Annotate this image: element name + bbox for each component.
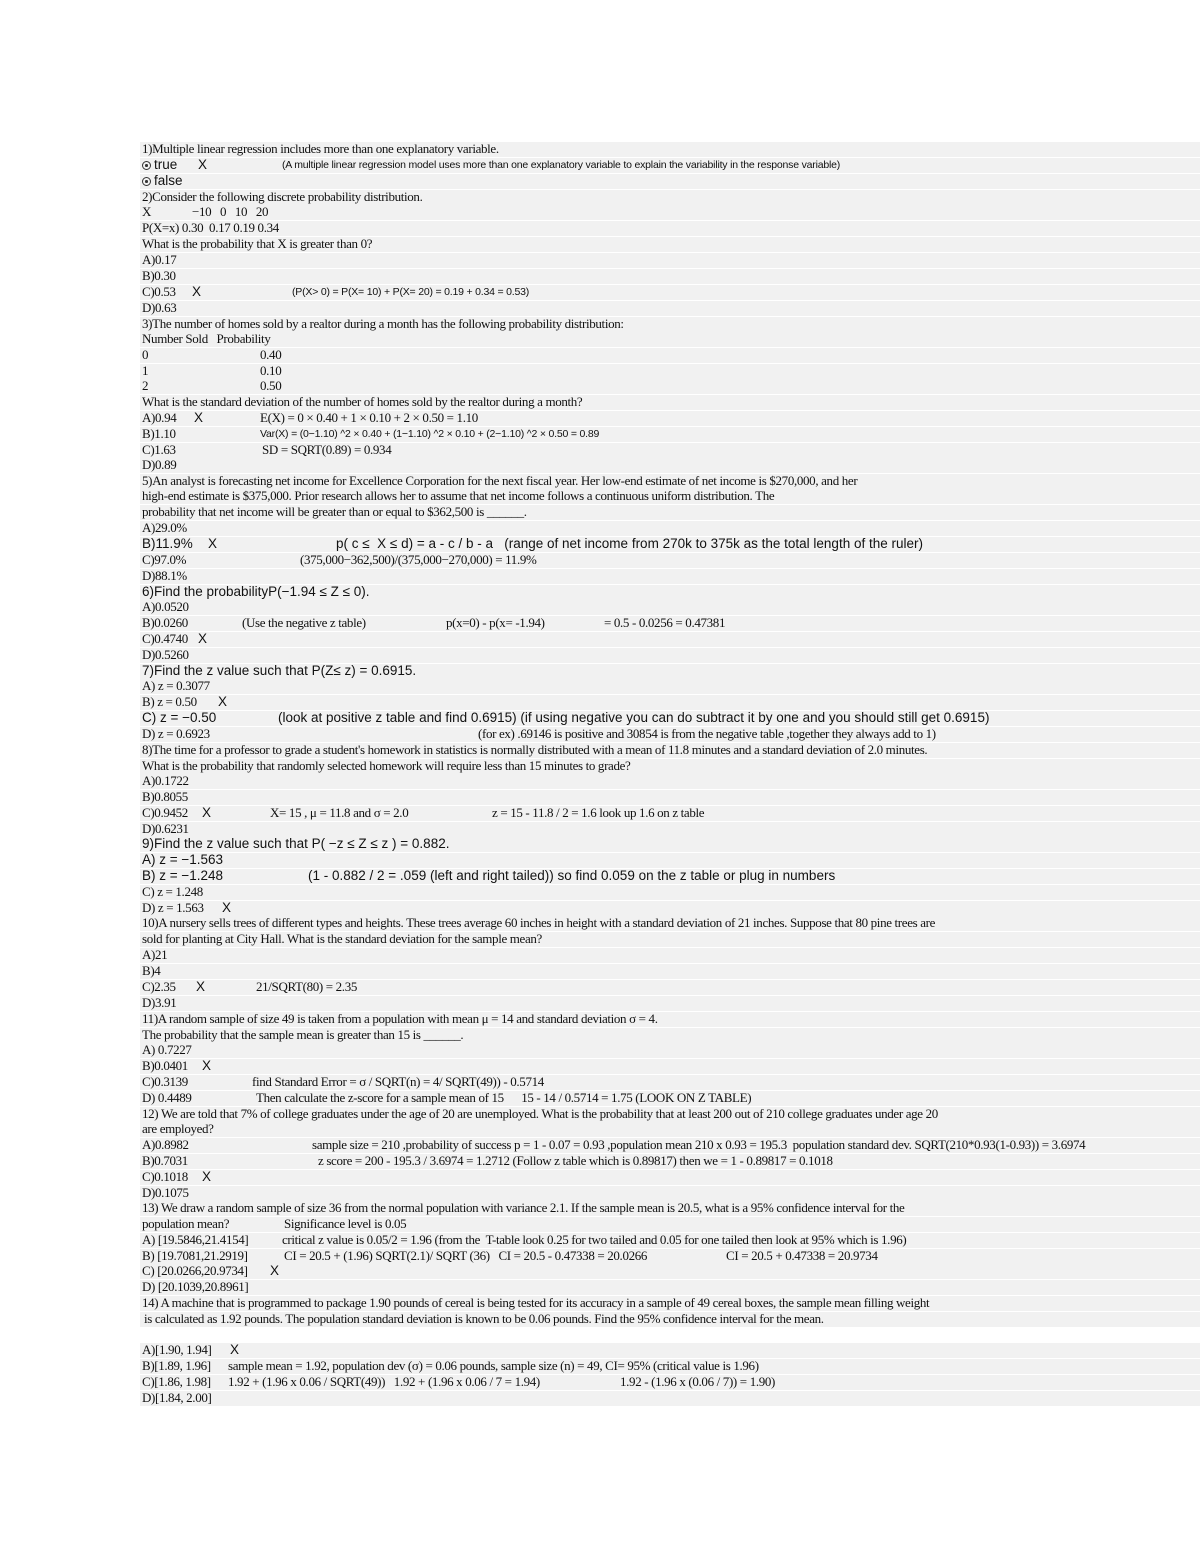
document-line bbox=[142, 316, 1200, 332]
document-line bbox=[142, 204, 1200, 220]
text-segment: D) z = 1.563 bbox=[142, 900, 204, 915]
document-line bbox=[142, 1279, 1200, 1295]
text-segment: B)0.0260 bbox=[142, 615, 188, 630]
document-line bbox=[142, 868, 1200, 884]
text-segment: D) [20.1039,20.8961] bbox=[142, 1279, 249, 1294]
answer-mark: X bbox=[208, 536, 218, 551]
answer-mark: X bbox=[218, 694, 228, 709]
document-line bbox=[142, 599, 1200, 615]
text-segment: D) 0.4489 bbox=[142, 1090, 192, 1105]
text-segment: C)[1.86, 1.98] bbox=[142, 1374, 211, 1389]
answer-mark: X bbox=[192, 284, 202, 299]
text-segment: Number Sold Probability bbox=[142, 331, 271, 346]
document-line bbox=[142, 773, 1200, 789]
document-line bbox=[142, 742, 1200, 758]
document-line bbox=[142, 236, 1200, 252]
document-line bbox=[142, 1011, 1200, 1027]
text-segment: D)0.63 bbox=[142, 300, 177, 315]
document-line bbox=[142, 536, 1200, 552]
text-segment: critical z value is 0.05/2 = 1.96 (from the T-table look 0.25 for two tailed and 0.05 for one tailed then look at 95% which is 1.96) bbox=[282, 1232, 907, 1247]
radio-label: false bbox=[154, 173, 183, 188]
text-segment: population mean? bbox=[142, 1216, 230, 1231]
document-line bbox=[142, 710, 1200, 726]
document-line bbox=[142, 1232, 1200, 1248]
text-segment: A) z = −1.563 bbox=[142, 852, 224, 867]
text-segment: (Use the negative z table) bbox=[242, 615, 366, 630]
document-line bbox=[142, 789, 1200, 805]
text-segment: D)0.1075 bbox=[142, 1185, 189, 1200]
answer-mark: X bbox=[196, 979, 206, 994]
text-segment: C)0.53 bbox=[142, 284, 176, 299]
text-segment: 12) We are told that 7% of college graduates under the age of 20 are unemployed. What is the probability that at least 200 out of 210 college graduates under age 20 bbox=[142, 1106, 938, 1121]
text-segment: 9)Find the z value such that P( −z ≤ Z ≤ z ) = 0.882. bbox=[142, 836, 450, 851]
text-segment: D)0.5260 bbox=[142, 647, 189, 662]
text-segment: What is the probability that X is greater than 0? bbox=[142, 236, 373, 251]
text-segment: B)1.10 bbox=[142, 426, 176, 441]
text-segment: high-end estimate is $375,000. Prior research allows her to assume that net income follows a continuous uniform distribution. The bbox=[142, 488, 775, 503]
document-line bbox=[142, 442, 1200, 458]
document-line bbox=[142, 331, 1200, 347]
text-segment: The probability that the sample mean is greater than 15 is ______. bbox=[142, 1027, 464, 1042]
document-line bbox=[142, 504, 1200, 520]
document-line bbox=[142, 520, 1200, 536]
text-segment: B) [19.7081,21.2919] bbox=[142, 1248, 248, 1263]
answer-mark: X bbox=[230, 1342, 240, 1357]
text-segment: 0.10 bbox=[260, 363, 282, 378]
text-segment: C)2.35 bbox=[142, 979, 176, 994]
text-segment: D)0.6231 bbox=[142, 821, 189, 836]
text-segment: 7)Find the z value such that P(Z≤ z) = 0.6915. bbox=[142, 663, 417, 678]
text-segment: Then calculate the z-score for a sample mean of 15 15 - 14 / 0.5714 = 1.75 (LOOK ON Z TABLE) bbox=[256, 1090, 752, 1105]
document-line bbox=[142, 1185, 1200, 1201]
text-segment: D)3.91 bbox=[142, 995, 177, 1010]
document-line bbox=[142, 915, 1200, 931]
text-segment: z score = 200 - 195.3 / 3.6974 = 1.2712 (Follow z table which is 0.89817) then we = 1 - 0.89817 = 0.1018 bbox=[318, 1153, 833, 1168]
document-line bbox=[142, 1216, 1200, 1232]
document-line bbox=[142, 284, 1200, 300]
document-line bbox=[142, 1342, 1200, 1358]
document-line bbox=[142, 947, 1200, 963]
document-line bbox=[142, 1374, 1200, 1390]
text-segment: B)0.0401 bbox=[142, 1058, 188, 1073]
document-line bbox=[142, 805, 1200, 821]
text-segment: 0 bbox=[142, 347, 149, 362]
document-line bbox=[142, 979, 1200, 995]
text-segment: 13) We draw a random sample of size 36 from the normal population with variance 2.1. If the sample mean is 20.5, what is a 95% confidence interval for the bbox=[142, 1200, 905, 1215]
document-line bbox=[142, 1106, 1200, 1122]
document-line bbox=[142, 268, 1200, 284]
text-segment: B)11.9% bbox=[142, 536, 193, 551]
document-line bbox=[142, 378, 1200, 394]
document-line bbox=[142, 363, 1200, 379]
document-line bbox=[142, 1200, 1200, 1216]
text-segment: A)0.8982 bbox=[142, 1137, 189, 1152]
text-segment: sample size = 210 ,probability of success p = 1 - 0.07 = 0.93 ,population mean 210 x 0.93 = 195.3 population standard dev. SQRT(210*0.93(1-0.93)) = 3.6974 bbox=[312, 1137, 1086, 1152]
answer-mark: X bbox=[222, 900, 232, 915]
document-line bbox=[142, 694, 1200, 710]
text-segment: p( c ≤ X ≤ d) = a - c / b - a (range of net income from 270k to 375k as the total length of the ruler) bbox=[336, 536, 923, 551]
text-segment: find Standard Error = σ / SQRT(n) = 4/ SQRT(49)) - 0.5714 bbox=[252, 1074, 544, 1089]
document-line bbox=[142, 347, 1200, 363]
radio-icon bbox=[142, 177, 151, 186]
document-line bbox=[142, 220, 1200, 236]
document-line bbox=[142, 884, 1200, 900]
document-line bbox=[142, 931, 1200, 947]
text-segment: 5)An analyst is forecasting net income for Excellence Corporation for the next fiscal year. Her low-end estimate of net income is $270,000, and her bbox=[142, 473, 858, 488]
text-segment: What is the standard deviation of the number of homes sold by the realtor during a month? bbox=[142, 394, 583, 409]
text-segment: sample mean = 1.92, population dev (σ) = 0.06 pounds, sample size (n) = 49, CI= 95% (critical value is 1.96) bbox=[228, 1358, 759, 1373]
text-segment: C)97.0% bbox=[142, 552, 187, 567]
text-segment: 14) A machine that is programmed to package 1.90 pounds of cereal is being tested for its accuracy in a sample of 49 cereal boxes, the sample mean filling weight bbox=[142, 1295, 930, 1310]
text-segment: 1)Multiple linear regression includes more than one explanatory variable. bbox=[142, 141, 499, 156]
text-segment: B)[1.89, 1.96] bbox=[142, 1358, 211, 1373]
document-line bbox=[142, 173, 1200, 189]
text-segment: CI = 20.5 + (1.96) SQRT(2.1)/ SQRT (36) CI = 20.5 - 0.47338 = 20.0266 bbox=[284, 1248, 648, 1263]
document-line bbox=[142, 836, 1200, 852]
answer-mark: X bbox=[202, 1058, 212, 1073]
text-segment: A)0.0520 bbox=[142, 599, 189, 614]
document-line bbox=[142, 1169, 1200, 1185]
document-line bbox=[142, 457, 1200, 473]
radio-icon bbox=[142, 161, 151, 170]
document-line bbox=[142, 726, 1200, 742]
text-segment: B)0.30 bbox=[142, 268, 176, 283]
text-segment: A) [19.5846,21.4154] bbox=[142, 1232, 249, 1247]
text-segment: B)0.8055 bbox=[142, 789, 188, 804]
text-segment: (1 - 0.882 / 2 = .059 (left and right tailed)) so find 0.059 on the z table or plug in numbers bbox=[308, 868, 836, 883]
radio-option[interactable] bbox=[142, 157, 177, 173]
text-segment: C)0.3139 bbox=[142, 1074, 188, 1089]
document-line bbox=[142, 1027, 1200, 1043]
document-line bbox=[142, 141, 1200, 157]
answer-mark: X bbox=[142, 204, 152, 219]
text-segment: C) [20.0266,20.9734] bbox=[142, 1263, 248, 1278]
text-segment: 6)Find the probabilityP(−1.94 ≤ Z ≤ 0). bbox=[142, 584, 370, 599]
text-segment: P(X=x) 0.30 0.17 0.19 0.34 bbox=[142, 220, 279, 235]
answer-mark: X bbox=[194, 410, 204, 425]
document-line bbox=[142, 1311, 1200, 1327]
text-segment: (look at positive z table and find 0.6915) (if using negative you can do subtract it by one and you should still get 0.6915) bbox=[278, 710, 990, 725]
document-line bbox=[142, 1058, 1200, 1074]
text-segment: z = 15 - 11.8 / 2 = 1.6 look up 1.6 on z table bbox=[492, 805, 705, 820]
text-segment: 10)A nursery sells trees of different types and heights. These trees average 60 inches in height with a standard deviation of 21 inches. Suppose that 80 pine trees are bbox=[142, 915, 936, 930]
text-segment: C)0.1018 bbox=[142, 1169, 188, 1184]
document-line bbox=[142, 758, 1200, 774]
radio-label: true bbox=[154, 157, 178, 172]
text-segment: 0.40 bbox=[260, 347, 282, 362]
text-segment: C)0.4740 bbox=[142, 631, 188, 646]
text-segment: A)[1.90, 1.94] bbox=[142, 1342, 212, 1357]
document-line bbox=[142, 900, 1200, 916]
text-segment: Significance level is 0.05 bbox=[284, 1216, 407, 1231]
document-line bbox=[142, 852, 1200, 868]
document-line bbox=[142, 157, 1200, 173]
text-segment: Var(X) = (0−1.10) ^2 × 0.40 + (1−1.10) ^2 × 0.10 + (2−1.10) ^2 × 0.50 = 0.89 bbox=[260, 428, 600, 440]
document-line bbox=[142, 1358, 1200, 1374]
document-line bbox=[142, 394, 1200, 410]
document-line bbox=[142, 552, 1200, 568]
text-segment: 21/SQRT(80) = 2.35 bbox=[256, 979, 358, 994]
text-segment: A) z = 0.3077 bbox=[142, 678, 210, 693]
text-segment: A)21 bbox=[142, 947, 168, 962]
document-line bbox=[142, 300, 1200, 316]
text-segment: 1.92 + (1.96 x 0.06 / SQRT(49)) 1.92 + (1.96 x 0.06 / 7 = 1.94) bbox=[228, 1374, 540, 1389]
text-segment: 3)The number of homes sold by a realtor during a month has the following probability distribution: bbox=[142, 316, 624, 331]
answer-mark: X bbox=[198, 157, 208, 172]
document-line bbox=[142, 568, 1200, 584]
text-segment: X= 15 , μ = 11.8 and σ = 2.0 bbox=[270, 805, 409, 820]
document-line bbox=[142, 189, 1200, 205]
text-segment: (A multiple linear regression model uses more than one explanatory variable to explain the variability in the response variable) bbox=[282, 159, 841, 171]
text-segment: 1.92 - (1.96 x (0.06 / 7)) = 1.90) bbox=[620, 1374, 776, 1389]
text-segment: B)0.7031 bbox=[142, 1153, 188, 1168]
document-line bbox=[142, 1042, 1200, 1058]
document-line bbox=[142, 1074, 1200, 1090]
text-segment: E(X) = 0 × 0.40 + 1 × 0.10 + 2 × 0.50 = 1.10 bbox=[260, 410, 478, 425]
text-segment: C) z = −0.50 bbox=[142, 710, 217, 725]
text-segment: 2)Consider the following discrete probability distribution. bbox=[142, 189, 423, 204]
text-segment: D)0.89 bbox=[142, 457, 177, 472]
text-segment: is calculated as 1.92 pounds. The population standard deviation is known to be 0.06 pounds. Find the 95% confidence interval for the mean. bbox=[144, 1311, 824, 1326]
document-line bbox=[142, 473, 1200, 489]
text-segment: C)1.63 bbox=[142, 442, 176, 457]
text-segment: C) z = 1.248 bbox=[142, 884, 203, 899]
document-line bbox=[142, 615, 1200, 631]
document-line bbox=[142, 1121, 1200, 1137]
document-line bbox=[142, 1137, 1200, 1153]
text-segment: C)0.9452 bbox=[142, 805, 188, 820]
document-line bbox=[142, 584, 1200, 600]
document-line bbox=[142, 1295, 1200, 1311]
text-segment: 11)A random sample of size 49 is taken from a population with mean μ = 14 and standard deviation σ = 4. bbox=[142, 1011, 658, 1026]
text-segment: CI = 20.5 + 0.47338 = 20.9734 bbox=[726, 1248, 878, 1263]
document-line bbox=[142, 647, 1200, 663]
document-line bbox=[142, 426, 1200, 442]
text-segment: sold for planting at City Hall. What is the standard deviation for the sample mean? bbox=[142, 931, 542, 946]
document-line bbox=[142, 488, 1200, 504]
text-segment: A)29.0% bbox=[142, 520, 187, 535]
document-line bbox=[142, 1090, 1200, 1106]
text-segment: = 0.5 - 0.0256 = 0.47381 bbox=[604, 615, 726, 630]
answer-mark: X bbox=[270, 1263, 280, 1278]
text-segment: 1 bbox=[142, 363, 149, 378]
text-segment: SD = SQRT(0.89) = 0.934 bbox=[262, 442, 392, 457]
text-segment: 8)The time for a professor to grade a student's homework in statistics is normally distributed with a mean of 11.8 minutes and a standard deviation of 2.0 minutes. bbox=[142, 742, 928, 757]
text-segment: B) z = −1.248 bbox=[142, 868, 224, 883]
answer-mark: X bbox=[202, 1169, 212, 1184]
document-line bbox=[142, 1153, 1200, 1169]
document-line bbox=[142, 252, 1200, 268]
document-line bbox=[142, 663, 1200, 679]
text-segment: p(x=0) - p(x= -1.94) bbox=[446, 615, 545, 630]
text-segment: probability that net income will be greater than or equal to $362,500 is ______. bbox=[142, 504, 527, 519]
text-segment: (P(X> 0) = P(X= 10) + P(X= 20) = 0.19 + 0.34 = 0.53) bbox=[292, 286, 530, 298]
text-segment: 0.50 bbox=[260, 378, 282, 393]
text-segment: What is the probability that randomly selected homework will require less than 15 minutes to grade? bbox=[142, 758, 631, 773]
text-segment: 2 bbox=[142, 378, 149, 393]
text-segment: A)0.1722 bbox=[142, 773, 189, 788]
radio-option[interactable] bbox=[142, 173, 183, 189]
text-segment: D)88.1% bbox=[142, 568, 187, 583]
text-segment: (for ex) .69146 is positive and 30854 is from the negative table ,together they always add to 1) bbox=[478, 726, 936, 741]
text-segment: D)[1.84, 2.00] bbox=[142, 1390, 212, 1405]
answer-mark: X bbox=[202, 805, 212, 820]
text-segment: A) 0.7227 bbox=[142, 1042, 192, 1057]
document-line bbox=[142, 631, 1200, 647]
text-segment: (375,000−362,500)/(375,000−270,000) = 11.9% bbox=[300, 552, 537, 567]
text-segment: D) z = 0.6923 bbox=[142, 726, 210, 741]
document-line bbox=[142, 1248, 1200, 1264]
document-line bbox=[142, 410, 1200, 426]
text-segment: are employed? bbox=[142, 1121, 214, 1136]
text-segment: −10 0 10 20 bbox=[192, 204, 269, 219]
document-line bbox=[142, 1390, 1200, 1406]
text-segment: B)4 bbox=[142, 963, 161, 978]
text-segment: A)0.94 bbox=[142, 410, 177, 425]
document-line bbox=[142, 963, 1200, 979]
document-line bbox=[142, 678, 1200, 694]
text-segment: B) z = 0.50 bbox=[142, 694, 197, 709]
document-line bbox=[142, 821, 1200, 837]
document-line bbox=[142, 1263, 1200, 1279]
document-line bbox=[142, 995, 1200, 1011]
text-segment: A)0.17 bbox=[142, 252, 177, 267]
answer-mark: X bbox=[198, 631, 208, 646]
